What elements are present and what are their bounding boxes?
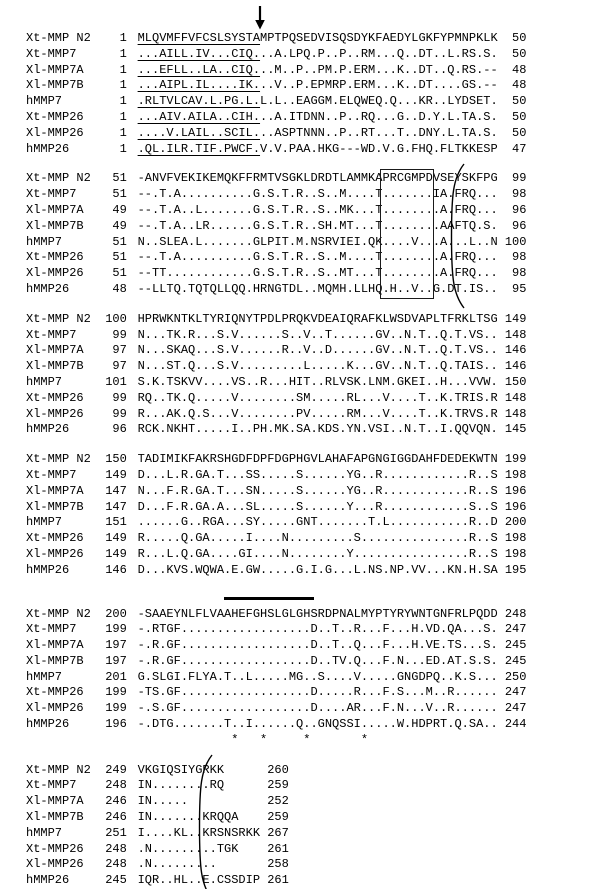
start-number: 201 <box>105 669 127 684</box>
sequence: -.S.GF..................D....AR...F.N...V..R...... <box>137 701 498 716</box>
start-number: 97 <box>112 359 127 374</box>
row-label: Xt-MMP N2 <box>26 452 91 467</box>
end-number: 150 <box>504 374 527 389</box>
start-number: 96 <box>112 422 127 437</box>
row-label: Xt-MMP N2 <box>26 606 91 621</box>
signal-peptide-underline: ...EFLL..LA..CIQ. <box>137 62 261 77</box>
alignment-row <box>26 78 600 94</box>
row-label: Xt-MMP N2 <box>26 31 91 45</box>
asterisk-marks: * * * * <box>137 732 369 747</box>
sequence: --LLTQ.TQTQLLQQ.HRNGTDL..MQMH.LLHQ.H..V..G.DT.IS.. <box>137 281 498 296</box>
end-number: 200 <box>504 515 527 530</box>
sequence: IN........RQ <box>137 778 225 793</box>
alignment-row <box>26 266 600 282</box>
row-label: Xl-MMP7A <box>26 62 84 77</box>
start-number: 147 <box>105 483 127 498</box>
start-number: 151 <box>105 515 127 530</box>
sequence <box>138 47 498 61</box>
row-label: hMMP26 <box>26 717 70 732</box>
sequence <box>138 78 498 92</box>
sequence: .N.........TGK <box>137 841 239 856</box>
alignment-row <box>26 47 600 63</box>
sequence: -.R.GF..................D..TV.Q...F.N...ED.AT.S.S. <box>137 653 498 668</box>
alignment-row <box>26 343 600 359</box>
alignment-row <box>26 622 600 638</box>
sequence: IN.......KRQQA <box>137 810 239 825</box>
sequence-rest: ..ASPTNNN..P..RT...T..DNY.L.TA.S. <box>260 125 498 140</box>
start-number: 48 <box>112 281 127 296</box>
sequence: I....KL..KRSNSRKK <box>137 825 261 840</box>
row-label: hMMP7 <box>26 94 63 109</box>
start-number: 51 <box>112 266 127 281</box>
sequence <box>138 94 498 108</box>
start-number: 147 <box>105 499 127 514</box>
end-number: 50 <box>512 46 527 61</box>
alignment-row <box>26 375 600 391</box>
signal-peptide-underline: .QL.ILR.TIF.PWCF. <box>137 141 261 156</box>
alignment-row <box>26 810 600 826</box>
alignment-row <box>26 685 600 701</box>
end-number: 146 <box>504 343 527 358</box>
end-number: 50 <box>512 31 527 45</box>
start-number: 197 <box>105 638 127 653</box>
sequence: HPRWKNTKLTYRIQNYTPDLPRQKVDEAIQRAFKLWSDVAPLTFRKLTSG <box>137 311 498 326</box>
start-number: 1 <box>119 62 127 77</box>
sequence <box>138 31 498 45</box>
sequence: -SAAEYNLFLVAAHEFGHSLGLGHSRDPNALMYPTYRYWNTGNFRLPQDD <box>137 606 498 621</box>
alignment-row <box>26 203 600 219</box>
alignment-row <box>26 142 600 158</box>
alignment-row <box>26 219 600 235</box>
row-label: Xl-MMP7A <box>26 343 84 358</box>
alignment-row <box>26 515 600 531</box>
start-number: 251 <box>105 825 127 840</box>
sequence: N...TK.R...S.V......S..V..T......GV..N.T..Q.T.VS.. <box>137 327 498 342</box>
end-number: 196 <box>504 499 527 514</box>
start-number: 249 <box>105 762 127 777</box>
start-number: 1 <box>119 125 127 140</box>
sequence: IQR..HL..E.CSSDIP <box>137 873 261 888</box>
start-number: 1 <box>119 94 127 109</box>
alignment-row <box>26 547 600 563</box>
sequence: R...AK.Q.S...V........PV.....RM...V....T..K.TRVS.R <box>137 406 498 421</box>
row-label: Xt-MMP26 <box>26 250 84 265</box>
row-label: Xl-MMP7B <box>26 78 84 93</box>
alignment-row <box>26 391 600 407</box>
sequence-rest: L.L..EAGGM.ELQWEQ.Q...KR..LYDSET. <box>260 94 498 109</box>
start-number: 149 <box>105 467 127 482</box>
row-label: Xl-MMP7B <box>26 499 84 514</box>
start-number: 1 <box>119 78 127 93</box>
sequence: VKGIQSIYGRKK <box>137 762 225 777</box>
end-number: 50 <box>512 109 527 124</box>
row-label: Xl-MMP7A <box>26 202 84 217</box>
start-number: 1 <box>119 46 127 61</box>
end-number: 199 <box>504 452 527 467</box>
zinc-binding-motif-overline <box>224 597 314 601</box>
alignment-block-2 <box>26 171 600 297</box>
end-number: 247 <box>504 701 527 716</box>
row-label: Xl-MMP7A <box>26 638 84 653</box>
alignment-row <box>26 407 600 423</box>
sequence: D...KVS.WQWA.E.GW.....G.I.G...L.NS.NP.VV...KN.H.SA <box>137 562 498 577</box>
end-number: 260 <box>267 762 289 777</box>
start-number: 101 <box>105 374 127 389</box>
alignment-row <box>26 422 600 438</box>
sequence: R...L.Q.GA....GI....N........Y................R..S <box>137 546 498 561</box>
row-label: hMMP7 <box>26 234 63 249</box>
row-label: Xl-MMP7B <box>26 810 84 825</box>
sequence: --TT............G.S.T.R..S..MT...T........A.FRQ... <box>137 266 498 281</box>
alignment-row <box>26 359 600 375</box>
row-label: hMMP7 <box>26 374 63 389</box>
row-label: Xt-MMP7 <box>26 622 77 637</box>
alignment-row <box>26 452 600 468</box>
row-label: Xl-MMP26 <box>26 406 84 421</box>
start-number: 246 <box>105 794 127 809</box>
end-number: 247 <box>504 622 527 637</box>
alignment-row <box>26 282 600 298</box>
row-label: Xt-MMP N2 <box>26 311 91 326</box>
end-number: 261 <box>267 873 289 888</box>
alignment-row <box>26 670 600 686</box>
end-number: 100 <box>504 234 527 249</box>
sequence-rest: MPTPQSEDVISQSDYKFAEDYLGKFYPMNPKLK <box>260 31 498 45</box>
end-number: 98 <box>512 266 527 281</box>
start-number: 51 <box>112 187 127 202</box>
end-number: 50 <box>512 125 527 140</box>
sequence-rest: ..V..P.EPMRP.ERM...K..DT....GS.-- <box>260 78 498 93</box>
end-number: 95 <box>512 281 527 296</box>
start-number: 100 <box>105 311 127 326</box>
alignment-row <box>26 717 600 733</box>
end-number: 99 <box>512 171 527 186</box>
alignment-row <box>26 126 600 142</box>
start-number: 196 <box>105 717 127 732</box>
alignment-row <box>26 328 600 344</box>
row-label: hMMP7 <box>26 825 63 840</box>
signal-peptide-underline: ....V.LAIL..SCIL. <box>137 125 261 140</box>
signal-peptide-underline: ...AILL.IV...CIQ. <box>137 46 261 61</box>
row-label: Xt-MMP N2 <box>26 171 91 186</box>
sequence-rest: V.V.PAA.HKG---WD.V.G.FHQ.FLTKKESP <box>260 141 498 156</box>
sequence: .N......... <box>137 857 217 872</box>
alignment-row <box>26 826 600 842</box>
sequence: --.T.A..L.......G.S.T.R..S..MK...T........A.FRQ... <box>137 202 498 217</box>
alignment-row <box>26 607 600 623</box>
alignment-row <box>26 638 600 654</box>
end-number: 148 <box>504 406 527 421</box>
sequence: RQ..TK.Q.....V........SM.....RL...V....T..K.TRIS.R <box>137 390 498 405</box>
sequence: N...ST.Q...S.V.........L.....K...GV..N.T..Q.TAIS.. <box>137 359 498 374</box>
start-number: 51 <box>112 171 127 186</box>
row-label: Xt-MMP26 <box>26 841 84 856</box>
signal-peptide-underline: .RLTVLCAV.L.PG.L. <box>137 94 261 109</box>
alignment-row <box>26 235 600 251</box>
row-label: Xl-MMP26 <box>26 266 84 281</box>
start-number: 99 <box>112 327 127 342</box>
row-label: Xt-MMP26 <box>26 685 84 700</box>
sequence: D...L.R.GA.T...SS.....S......YG..R............R..S <box>137 467 498 482</box>
end-number: 146 <box>504 359 527 374</box>
sequence: -.DTG.......T..I......Q..GNQSSI.....W.HDPRT.Q.SA.. <box>137 717 498 732</box>
row-label: Xt-MMP7 <box>26 467 77 482</box>
end-number: 245 <box>504 638 527 653</box>
end-number: 50 <box>512 94 527 109</box>
sequence: IN..... <box>137 794 189 809</box>
alignment-row <box>26 857 600 873</box>
alignment-row <box>26 187 600 203</box>
row-label: Xl-MMP7B <box>26 218 84 233</box>
start-number: 1 <box>119 109 127 124</box>
start-number: 200 <box>105 606 127 621</box>
alignment-row <box>26 778 600 794</box>
start-number: 1 <box>119 31 127 45</box>
end-number: 245 <box>504 653 527 668</box>
sequence <box>138 126 498 140</box>
start-number: 150 <box>105 452 127 467</box>
row-label: Xt-MMP26 <box>26 109 84 124</box>
row-label: hMMP7 <box>26 669 63 684</box>
end-number: 148 <box>504 390 527 405</box>
sequence: S.K.TSKVV....VS..R...HIT..RLVSK.LNM.GKEI..H...VVW. <box>137 374 498 389</box>
sequence-rest: ..M..P..PM.P.ERM...K..DT..Q.RS.-- <box>260 62 498 77</box>
end-number: 149 <box>504 311 527 326</box>
alignment-block-3 <box>26 312 600 438</box>
sequence-rest: ..A.ITDNN..P..RQ...G..D.Y.L.TA.S. <box>260 109 498 124</box>
start-number: 246 <box>105 810 127 825</box>
end-number: 198 <box>504 531 527 546</box>
start-number: 248 <box>105 841 127 856</box>
conserved-residue-asterisk-row <box>26 733 600 749</box>
end-number: 48 <box>512 78 527 93</box>
alignment-row <box>26 94 600 110</box>
row-label: hMMP26 <box>26 422 70 437</box>
row-label: Xl-MMP7A <box>26 794 84 809</box>
sequence: R.....Q.GA.....I....N.........S...............R..S <box>137 531 498 546</box>
start-number: 1 <box>119 141 127 156</box>
alignment-row <box>26 484 600 500</box>
end-number: 259 <box>267 810 289 825</box>
end-number: 248 <box>504 606 527 621</box>
sequence <box>138 142 498 156</box>
alignment-row <box>26 171 600 187</box>
sequence: N...F.R.GA.T...SN.....S......YG..R............R..S <box>137 483 498 498</box>
alignment-block-5 <box>26 607 600 749</box>
start-number: 149 <box>105 531 127 546</box>
alignment-row <box>26 873 600 889</box>
sequence: TADIMIKFAKRSHGDFDPFDGPHGVLAHAFAPGNGIGGDAHFDEDEKWTN <box>137 452 498 467</box>
alignment-block-6 <box>26 763 600 889</box>
start-number: 199 <box>105 701 127 716</box>
sequence: -.RTGF..................D..T..R...F...H.VD.QA...S. <box>137 622 498 637</box>
row-label: Xt-MMP26 <box>26 531 84 546</box>
row-label: Xl-MMP26 <box>26 546 84 561</box>
end-number: 47 <box>512 141 527 156</box>
sequence: N..SLEA.L.......GLPIT.M.NSRVIEI.QK....V...A...L..N <box>137 234 498 249</box>
row-label: hMMP26 <box>26 562 70 577</box>
row-label: Xl-MMP26 <box>26 857 84 872</box>
row-label: Xl-MMP7A <box>26 483 84 498</box>
sequence: ......G..RGA...SY.....GNT.......T.L...........R..D <box>137 515 498 530</box>
alignment-row <box>26 654 600 670</box>
start-number: 146 <box>105 562 127 577</box>
start-number: 248 <box>105 857 127 872</box>
start-number: 149 <box>105 546 127 561</box>
row-label: hMMP7 <box>26 515 63 530</box>
sequence: -TS.GF..................D.....R...F.S...M..R...... <box>137 685 498 700</box>
end-number: 96 <box>512 202 527 217</box>
alignment-row <box>26 312 600 328</box>
alignment-row <box>26 531 600 547</box>
end-number: 259 <box>267 778 289 793</box>
row-label: Xt-MMP7 <box>26 778 77 793</box>
signal-peptide-underline: MLQVMFFVFCSLSYSTA <box>137 31 261 45</box>
end-number: 96 <box>512 218 527 233</box>
alignment-row <box>26 110 600 126</box>
cleavage-site-arrow-icon <box>253 5 267 30</box>
row-label: Xl-MMP26 <box>26 125 84 140</box>
alignment-row <box>26 763 600 779</box>
sequence: D...F.R.GA.A...SL.....S......Y...R............S..S <box>137 499 498 514</box>
end-number: 252 <box>267 794 289 809</box>
alignment-row <box>26 794 600 810</box>
row-label: Xt-MMP7 <box>26 187 77 202</box>
end-number: 145 <box>504 422 527 437</box>
end-number: 196 <box>504 483 527 498</box>
start-number: 199 <box>105 685 127 700</box>
alignment-row <box>26 842 600 858</box>
start-number: 51 <box>112 250 127 265</box>
sequence: G.SLGI.FLYA.T..L.....MG..S....V.....GNGDPQ..K.S... <box>137 669 498 684</box>
signal-peptide-underline: ...AIPL.IL....IK. <box>137 78 261 93</box>
sequence <box>138 110 498 124</box>
signal-peptide-underline: ...AIV.AILA..CIH. <box>137 109 261 124</box>
sequence: RCK.NKHT.....I..PH.MK.SA.KDS.YN.VSI..N.T..I.QQVQN. <box>137 422 498 437</box>
sequence: --.T.A..........G.S.T.R..S..M....T........A.FRQ... <box>137 250 498 265</box>
alignment-row <box>26 250 600 266</box>
row-label: Xl-MMP26 <box>26 701 84 716</box>
sequence: -.R.GF..................D..T..Q...F...H.VE.TS...S. <box>137 638 498 653</box>
start-number: 51 <box>112 234 127 249</box>
end-number: 98 <box>512 187 527 202</box>
end-number: 258 <box>267 857 289 872</box>
alignment-row <box>26 701 600 717</box>
row-label: Xt-MMP26 <box>26 390 84 405</box>
alignment-row <box>26 563 600 579</box>
row-label: hMMP26 <box>26 873 70 888</box>
alignment-row <box>26 468 600 484</box>
row-label: Xt-MMP N2 <box>26 762 91 777</box>
alignment-block-4 <box>26 452 600 578</box>
alignment-row <box>26 63 600 79</box>
row-label: hMMP26 <box>26 141 70 156</box>
sequence: -ANVFVEKIKEMQKFFRMTVSGKLDRDTLAMMKAPRCGMPDVSEYSKFPG <box>137 171 498 186</box>
alignment-block-1 <box>26 31 600 157</box>
row-label: Xt-MMP7 <box>26 46 77 61</box>
start-number: 245 <box>105 873 127 888</box>
alignment-row <box>26 31 600 47</box>
alignment-row <box>26 500 600 516</box>
sequence-rest: ..A.LPQ.P..P..RM...Q..DT..L.RS.S. <box>260 46 498 61</box>
sequence: --.T.A..LR......G.S.T.R..SH.MT...T........AAFTQ.S. <box>137 218 498 233</box>
end-number: 244 <box>504 717 527 732</box>
row-label: Xl-MMP7B <box>26 359 84 374</box>
row-label: Xt-MMP7 <box>26 327 77 342</box>
end-number: 247 <box>504 685 527 700</box>
end-number: 195 <box>504 562 527 577</box>
end-number: 261 <box>267 841 289 856</box>
sequence: N...SKAQ...S.V......R..V..D......GV..N.T..Q.T.VS.. <box>137 343 498 358</box>
start-number: 99 <box>112 406 127 421</box>
start-number: 49 <box>112 218 127 233</box>
start-number: 99 <box>112 390 127 405</box>
end-number: 98 <box>512 250 527 265</box>
end-number: 198 <box>504 546 527 561</box>
end-number: 148 <box>504 327 527 342</box>
start-number: 197 <box>105 653 127 668</box>
end-number: 250 <box>504 669 527 684</box>
start-number: 49 <box>112 202 127 217</box>
sequence: --.T.A..........G.S.T.R..S..M....T.......IA.FRQ... <box>137 187 498 202</box>
start-number: 97 <box>112 343 127 358</box>
sequence <box>138 63 498 77</box>
end-number: 267 <box>267 825 289 840</box>
row-label: Xl-MMP7B <box>26 653 84 668</box>
start-number: 248 <box>105 778 127 793</box>
start-number: 199 <box>105 622 127 637</box>
end-number: 198 <box>504 467 527 482</box>
row-label: hMMP26 <box>26 281 70 296</box>
end-number: 48 <box>512 62 527 77</box>
